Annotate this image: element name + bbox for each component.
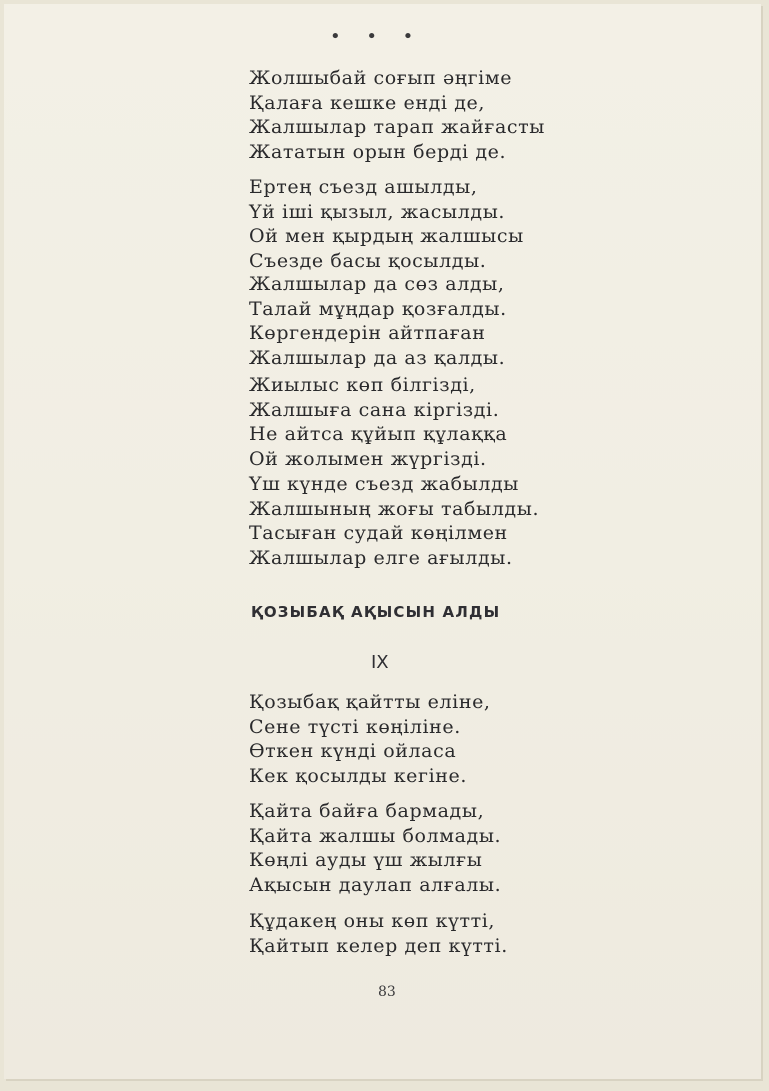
poem-line: Жалшылар да сөз алды, (249, 273, 505, 295)
poem-line: Өткен күнді ойласа (249, 740, 457, 762)
poem-line: Ой жолымен жүргізді. (249, 447, 487, 470)
stanza-3 (249, 272, 507, 370)
chapter-number: IX (371, 652, 389, 673)
poem-line: Ақысын даулап алғалы. (249, 873, 502, 896)
stanza-5 (249, 472, 539, 570)
page-number: 83 (378, 984, 396, 1000)
poem-line: Жататын орын берді де. (249, 140, 507, 163)
section-title: ҚОЗЫБАҚ АҚЫСЫН АЛДЫ (251, 603, 501, 621)
ornament: • • • (330, 26, 424, 47)
poem-line: Жалшылар тарап жайғасты (249, 116, 545, 138)
poem-line: Жалшының жоғы табылды. (249, 497, 540, 520)
poem-line: Жиылыс көп білгізді, (249, 374, 476, 396)
poem-line: Көргендерін айтпаған (249, 322, 486, 344)
poem-line: Қайта байға бармады, (249, 800, 485, 822)
poem-line: Тасыған судай көңілмен (249, 522, 508, 544)
book-page (4, 4, 761, 1079)
poem-line: Қайта жалшы болмады. (249, 824, 502, 847)
poem-line: Үш күнде съезд жабылды (249, 473, 520, 495)
stanza-8 (249, 909, 508, 958)
poem-line: Қозыбақ қайтты еліне, (249, 691, 491, 713)
stanza-2 (249, 175, 524, 273)
poem-line: Жалшылар да аз қалды. (249, 346, 506, 369)
poem-line: Қалаға кешке енді де, (249, 91, 485, 114)
stanza-4 (249, 373, 507, 471)
poem-line: Не айтса құйып құлаққа (249, 423, 508, 445)
poem-line: Қайтып келер деп күтті. (249, 934, 508, 957)
poem-line: Талай мұңдар қозғалды. (249, 297, 507, 320)
poem-line: Съезде басы қосылды. (249, 249, 487, 272)
poem-line: Кек қосылды кегіне. (249, 764, 468, 787)
poem-line: Сене түсті көңіліне. (249, 715, 461, 738)
poem-line: Жалшыға сана кіргізді. (249, 398, 500, 421)
poem-line: Көңлі ауды үш жылғы (249, 849, 483, 871)
poem-line: Ой мен қырдың жалшысы (249, 225, 524, 247)
poem-line: Құдакең оны көп күтті, (249, 910, 496, 932)
poem-line: Үй іші қызыл, жасылды. (249, 200, 506, 223)
poem-line: Жалшылар елге ағылды. (249, 546, 513, 569)
stanza-1 (249, 66, 545, 164)
poem-line: Ертең съезд ашылды, (249, 176, 478, 198)
stanza-6 (249, 690, 491, 788)
poem-line: Жолшыбай соғып әңгіме (249, 67, 513, 89)
stanza-7 (249, 799, 501, 897)
